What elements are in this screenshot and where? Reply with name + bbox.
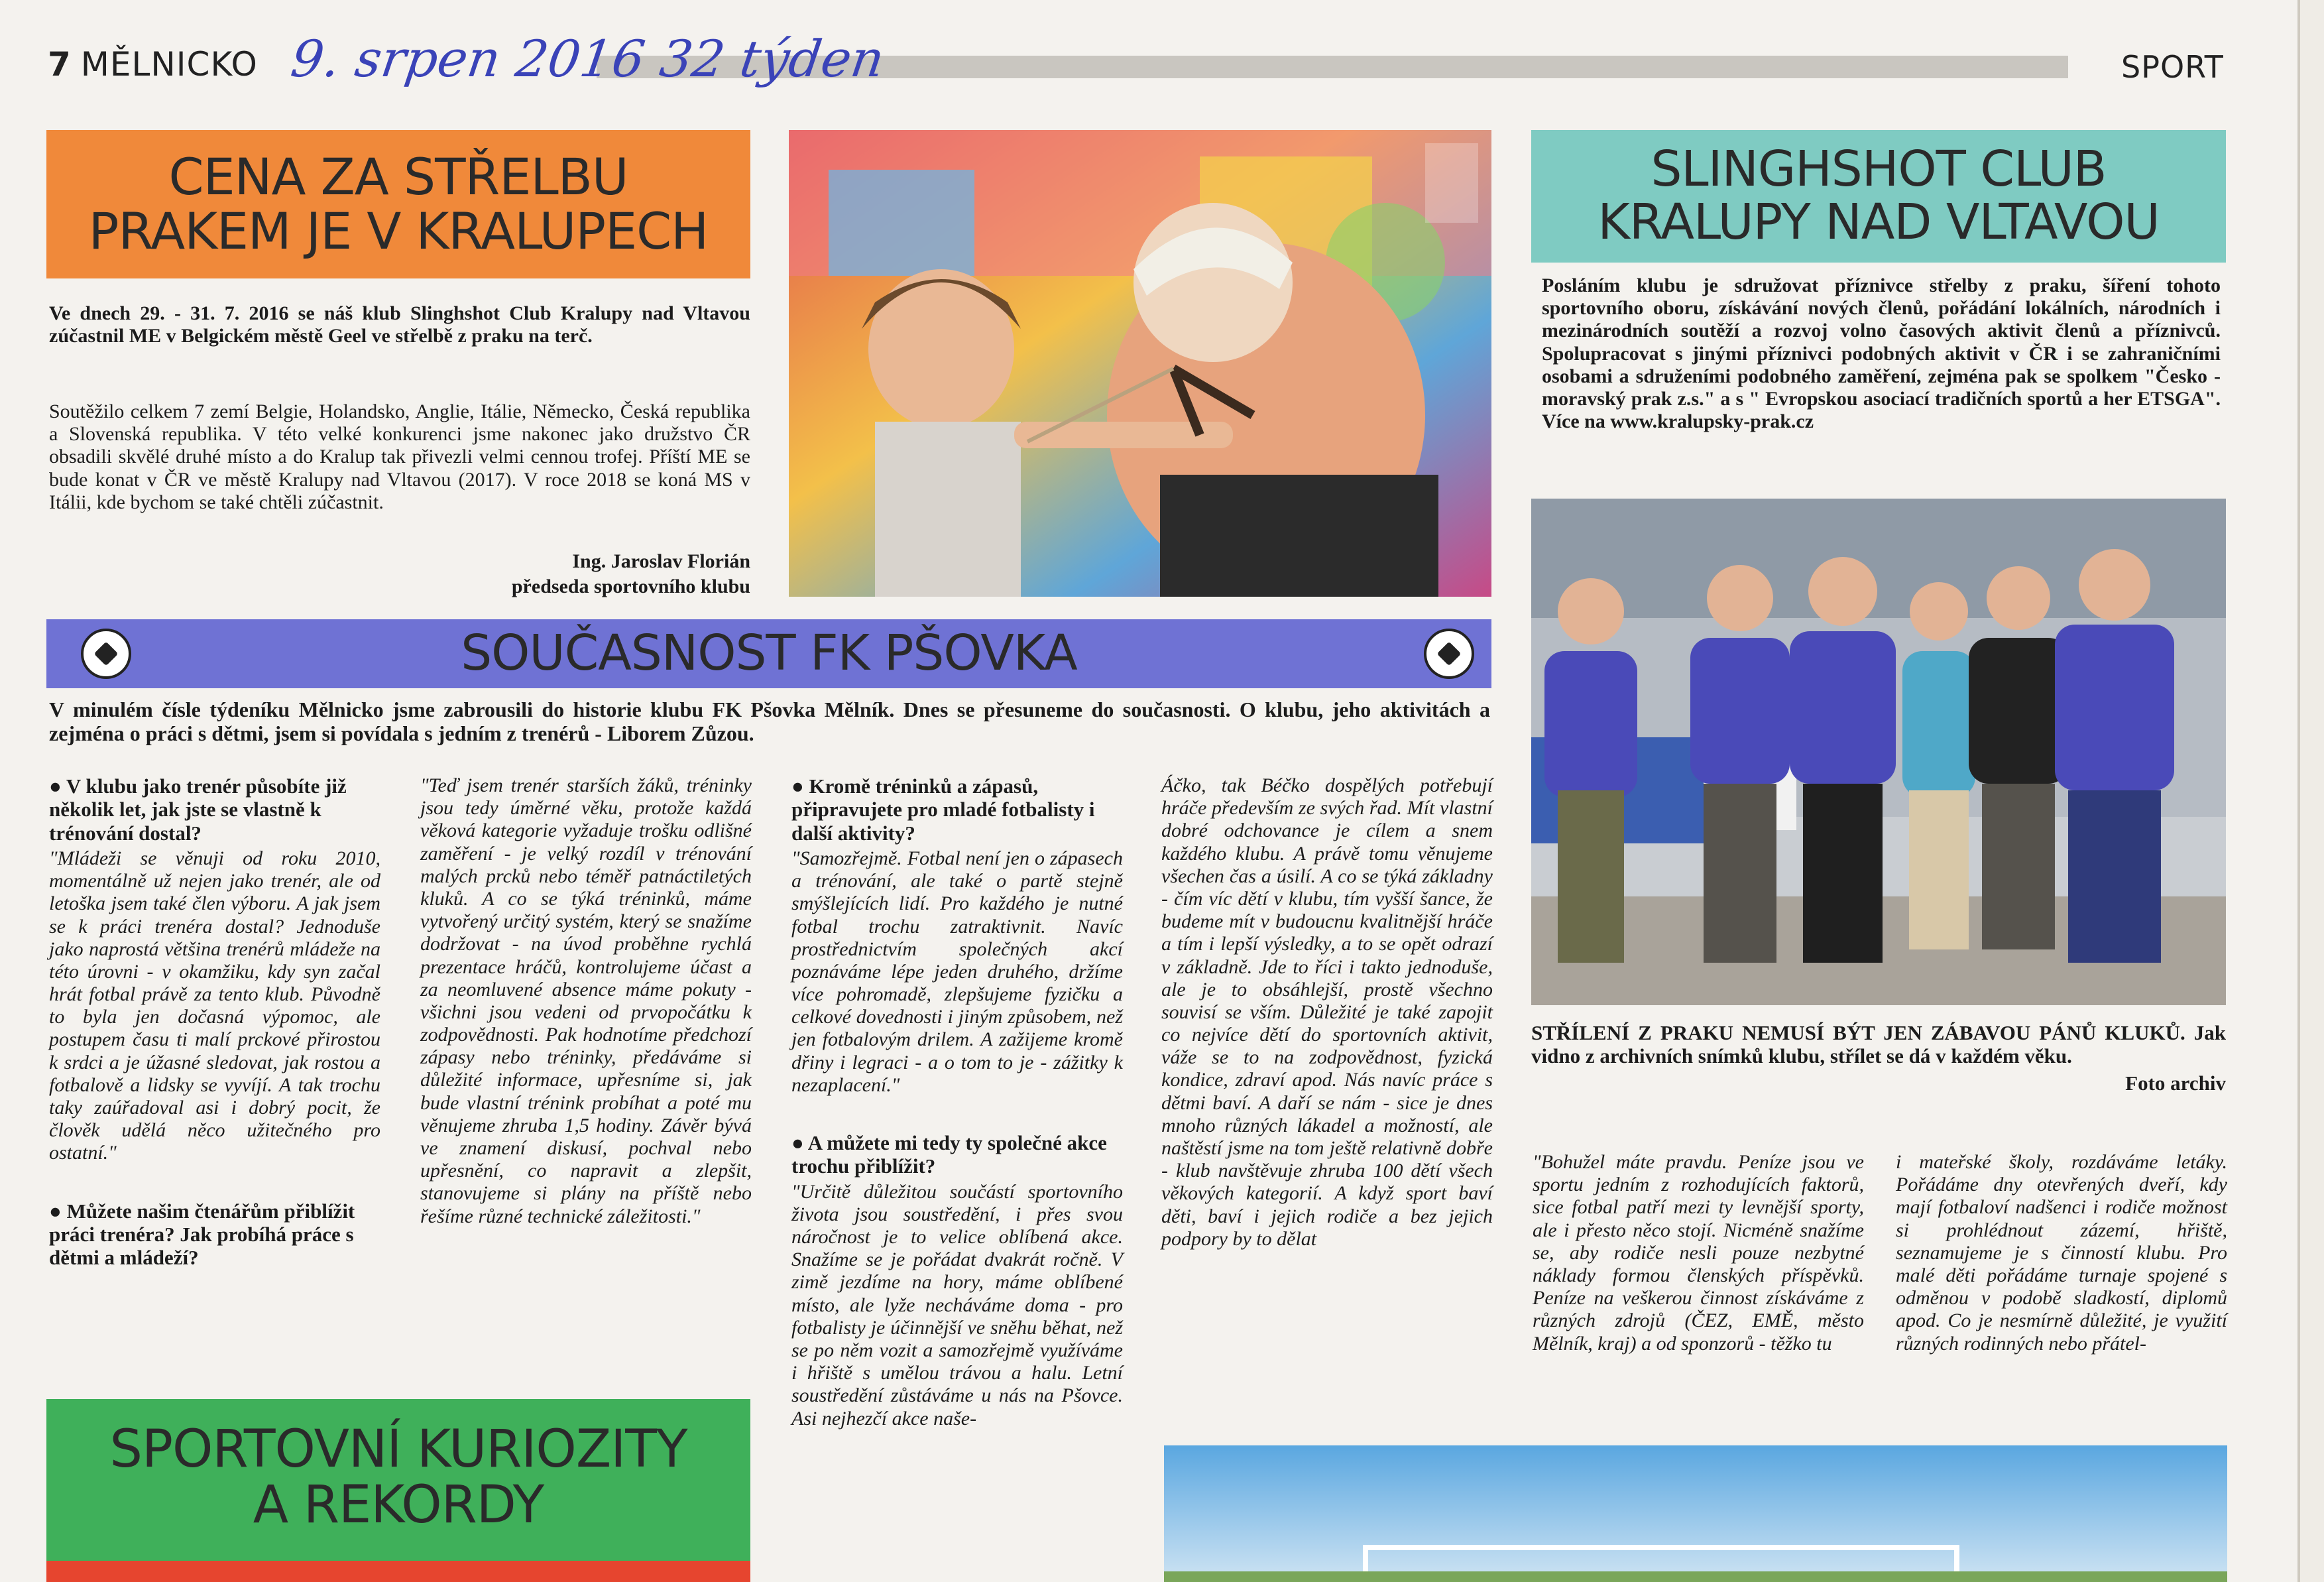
article3-lead: V minulém čísle týdeníku Mělnicko jsme zabrousili do historie klubu FK Pšovka Mělník. Dnes se přesuneme do současnosti. O klubu, jeho aktivitách a zejména o práci s dětmi, jsem si povídala s jedním z trenérů - Liborem Zůzou.	[49, 698, 1490, 746]
article2-body: Posláním klubu je sdružovat příznivce střelby z praku, šíření tohoto sportovního oboru, získávání nových členů, pořádání lokálních, národních i mezinárodních soutěží a rozvoj volno časových aktivit členů a příznivců. Spolupracovat s jinými příznivci podobných aktivit v ČR i se zahraničními osobami a sdruženími podobného zaměření, zejména pak se spolkem "Česko - moravský prak z.s." a s " Evropskou asociací tradičních sportů a her ETSGA". Více na www.kralupsky-prak.cz	[1542, 274, 2221, 433]
headline-sport-curiosities: SPORTOVNÍ KURIOZITY A REKORDY	[109, 1419, 687, 1535]
photo-girl-with-slingshot	[789, 130, 1491, 597]
red-strip	[46, 1561, 750, 1582]
photo-credit: Foto archiv	[2125, 1071, 2226, 1095]
interview-answer-3: "Samozřejmě. Fotbal není jen o zápasech a trénování, ale také o partě stejně smýšlejících lidí. Pro každého je nutné fotbal trochu zatraktivnit. Navíc prostřednictvím společných akcí poznáváme lépe jeden druhého, držíme více pohromadě, zlepšujeme fyzičku a celkové dovednosti i jiným způsobem, než jen fotbalovým drilem. A zažijeme kromě dřiny i legraci - a o tom to je - zážitky k nezaplacení."	[791, 847, 1123, 1096]
section-label: SPORT	[2121, 49, 2224, 85]
interview-column-6: i mateřské školy, rozdáváme letáky. Pořádáme dny otevřených dveří, kdy mají fotbaloví nadšenci i rodiče možnost si prohlédnout zázemí, hřiště, seznamujeme je s činností klubu. Pro malé děti pořádáme turnaje spojené s odměnou v podobě sladkostí, diplomů apod. Co je nesmírně důležité, je využití různých rodinných nebo přátel-	[1896, 1151, 2227, 1355]
football-icon-left	[81, 629, 131, 679]
paper-name: MĚLNICKO	[80, 45, 258, 84]
interview-answer-4: "Určitě důležitou součástí sportovního života jsou soustředění, i přes svou náročnost je to velice oblíbená akce. Snažíme se je pořádat dvakrát ročně. V zimě jezdíme na hory, máme oblíbené místo, ale lyže necháváme doma - pro fotbalisty je účinnější ve sněhu běhat, než se po něm vozit a samozřejmě využíváme i hřiště s umělou trávou a halu. Letní soustředění zůstáváme u nás na Pšovce. Asi nejhezčí akce naše-	[791, 1180, 1123, 1430]
article3-column-1	[49, 774, 380, 1270]
interview-column-4: Áčko, tak Béčko dospělých potřebují hráče především ze svých řad. Mít vlastní dobré odchovance je cílem a snem každého klubu. A právě tomu věnujeme všechen čas a úsilí. A co se týká základny - čím víc dětí v klubu, tím vyšší šance, že budeme mít v budoucnu kvalitnější hráče a tím i lepší výsledky, a to se opět odrazí v základně. Jde to říci i takto jednoduše, ale je to obsáhlejší, prostě všechno souvisí se vším. Důležité je také zapojit co nejvíce dětí do sportovních aktivit, váže se to na zodpovědnost, fyzická kondice, zdraví apod. Nás navíc práce s dětmi baví. A daří se nám - sice je dnes mnoho různých lákadel a možností, ale naštěstí jsme na tom ještě relativně dobře - klub navštěvuje zhruba 100 dětí všech věkových kategorií. A když sport baví děti, baví i jejich rodiče a bez jejich podpory by to dělat	[1161, 774, 1493, 1250]
headline-box-slingshot-club	[1531, 130, 2226, 263]
article1-lead: Ve dnech 29. - 31. 7. 2016 se náš klub Slinghshot Club Kralupy nad Vltavou zúčastnil ME v Belgickém městě Geel ve střelbě z praku na terč.	[49, 302, 750, 347]
interview-question-1: ● V klubu jako trenér působíte již několik let, jak jste se vlastně k trénování dostal?	[49, 774, 380, 845]
handwritten-date-note: 9. srpen 2016 32 týden	[287, 29, 888, 88]
headline-box-sport-curiosities	[46, 1399, 750, 1582]
interview-answer-2: "Teď jsem trenér starších žáků, tréninky jsou tedy úměrné věku, protože každá věková kategorie vyžaduje trošku odlišné zaměření - je velký rozdíl v trénování malých prcků nebo téměř patnáctiletých kluků. A co se týká tréninků, máme vytvořený určitý systém, který se snažíme dodržovat - na úvod proběhne rychlá prezentace hráčů, kontrolujeme účast a za neomluvené absence máme pokuty - všichni jsou vedeni od prvopočátku k zodpovědnosti. Pak hodnotíme předchozí zápasy nebo tréninky, předáváme si důležité informace, upřesníme si, jak bude vlastní trénink probíhat a poté mu věnujeme zhruba 1,5 hodiny. Závěr bývá ve znamení diskusí, pochval nebo upřesnění, co napravit a zlepšit, stanovujeme si plány na příště nebo řešíme různé technické záležitosti."	[420, 774, 752, 1227]
headline-fk-psovka: SOUČASNOST FK PŠOVKA	[461, 625, 1077, 682]
photo-stadium-bottom	[1164, 1445, 2227, 1582]
photo-club-members-group	[1531, 499, 2226, 1005]
headline-slingshot-club: SLINGHSHOT CLUB KRALUPY NAD VLTAVOU	[1598, 141, 2160, 251]
headline-box-slingshot-award	[46, 130, 750, 278]
masthead-left	[48, 45, 258, 84]
interview-question-4: ● A můžete mi tedy ty společné akce trochu přiblížit?	[791, 1131, 1123, 1178]
headline-slingshot-award: CENA ZA STŘELBU PRAKEM JE V KRALUPECH	[88, 147, 709, 261]
interview-question-3: ● Kromě tréninků a zápasů, připravujete pro mladé fotbalisty i další aktivity?	[791, 774, 1123, 845]
article3-column-3	[791, 774, 1123, 1430]
photo-caption: STŘÍLENÍ Z PRAKU NEMUSÍ BÝT JEN ZÁBAVOU PÁNŮ KLUKŮ. Jak vidno z archivních snímků klubu, střílet se dá v každém věku.	[1531, 1021, 2226, 1068]
headline-box-fk-psovka	[46, 619, 1491, 688]
football-icon-right	[1424, 629, 1474, 679]
interview-answer-1: "Mládeži se věnuji od roku 2010, momentálně už nejen jako trenér, ale od letoška jsem také člen výboru. A jak jsem se k práci trenéra dostal? Jednoduše jako naprostá většina trenérů mládeže na této úrovni - v okamžiku, kdy syn začal hrát fotbal právě za tento klub. Původně to byla jen dočasná výpomoc, ale postupem času ti malí prckové přirostou k srdci a je úžasné sledovat, jak rostou a fotbalově a lidsky se vyvíjí. A tak trochu taky zaúřadoval asi i dobrý pocit, že člověk udělá něco užitečného pro ostatní."	[49, 847, 380, 1164]
article1-body: Soutěžilo celkem 7 zemí Belgie, Holandsko, Anglie, Itálie, Německo, Česká republika a Slovenská republika. V této velké konkurenci jsme nakonec jako družstvo ČR obsadili skvělé druhé místo a do Kralup tak přivezli velmi cennou trofej. Příští ME se bude konat v ČR ve městě Kralupy nad Vltavou (2017). V roce 2018 se koná MS v Itálii, kde bychom se také chtěli zúčastnit.	[49, 400, 750, 513]
spacer	[1518, 1138, 1525, 1140]
interview-question-2: ● Můžete našim čtenářům přiblížit práci trenéra? Jak probíhá práce s dětmi a mládeží?	[49, 1199, 380, 1270]
interview-column-5: "Bohužel máte pravdu. Peníze jsou ve sportu jedním z rozhodujících faktorů, sice fotbal patří mezi ty levnější sporty, ale i přesto něco stojí. Nicméně snažíme se, aby rodiče nesli pouze nezbytné náklady formou členských příspěvků. Peníze na veškerou činnost získáváme z různých zdrojů (ČEZ, EMĚ, město Mělník, kraj) a od sponzorů - těžko tu	[1533, 1151, 1864, 1355]
article1-author: Ing. Jaroslav Florián	[572, 550, 750, 572]
article1-author-role: předseda sportovního klubu	[511, 576, 750, 597]
page-number: 7	[48, 45, 72, 84]
